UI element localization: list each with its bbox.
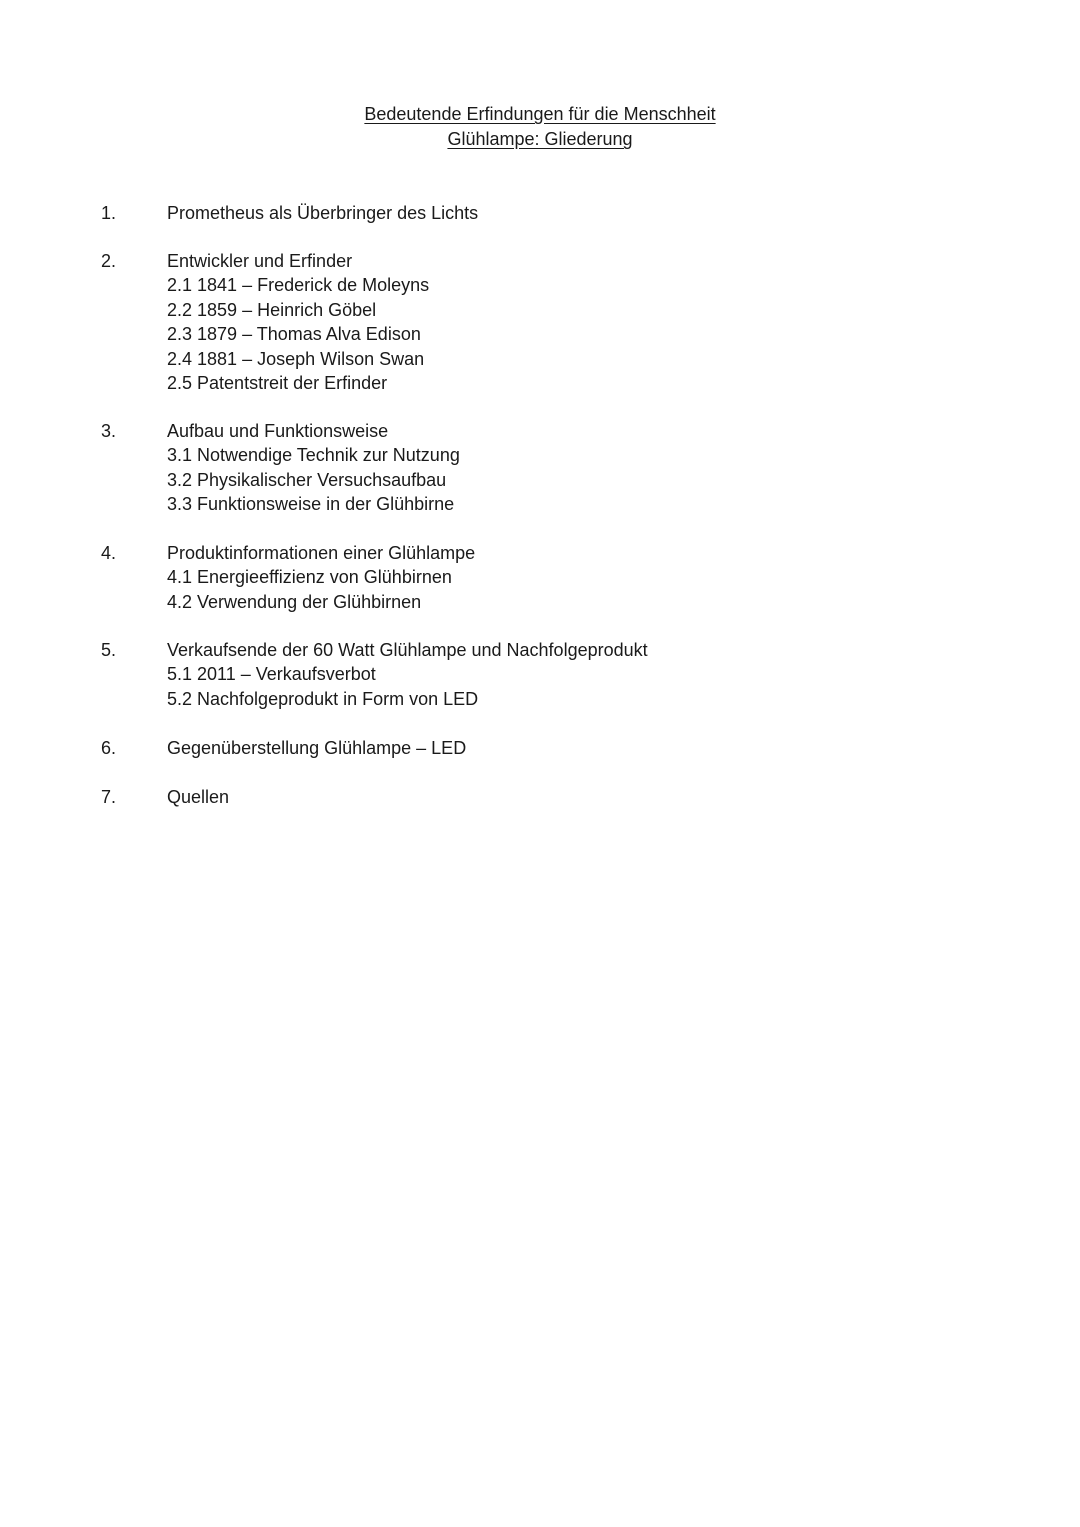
subsection-item: 3.2 Physikalischer Versuchsaufbau	[167, 469, 447, 490]
section-number: 2.	[101, 251, 117, 271]
subsection-item: 3.1 Notwendige Technik zur Nutzung	[167, 445, 460, 466]
subsection-item: 2.2 1859 – Heinrich Göbel	[167, 299, 377, 320]
subsection-item: 2.4 1881 – Joseph Wilson Swan	[167, 348, 425, 369]
section-number: 1.	[101, 203, 117, 223]
section-number: 4.	[101, 543, 117, 563]
section-number: 7.	[101, 787, 117, 807]
section-title: Prometheus als Überbringer des Lichts	[167, 203, 479, 223]
subsection-item: 2.3 1879 – Thomas Alva Edison	[167, 324, 421, 345]
subsection-item: 4.1 Energieeffizienz von Glühbirnen	[167, 567, 452, 588]
section-title: Produktinformationen einer Glühlampe	[167, 543, 476, 563]
subsection-item: 3.3 Funktionsweise in der Glühbirne	[167, 494, 455, 515]
document-subtitle: Glühlampe: Gliederung	[447, 129, 633, 149]
subsection-item: 2.5 Patentstreit der Erfinder	[167, 373, 388, 394]
subsection-item: 2.1 1841 – Frederick de Moleyns	[167, 275, 430, 296]
section-title: Quellen	[167, 787, 230, 807]
subsection-item: 5.1 2011 – Verkaufsverbot	[167, 664, 376, 685]
subsection-item: 4.2 Verwendung der Glühbirnen	[167, 591, 422, 612]
section-title: Verkaufsende der 60 Watt Glühlampe und Nachfolgeprodukt	[167, 640, 648, 660]
subsection-item: 5.2 Nachfolgeprodukt in Form von LED	[167, 688, 479, 709]
section-number: 6.	[101, 738, 117, 758]
section-number: 3.	[101, 421, 117, 441]
section-title: Aufbau und Funktionsweise	[167, 421, 389, 441]
section-number: 5.	[101, 640, 117, 660]
section-title: Entwickler und Erfinder	[167, 251, 353, 271]
section-title: Gegenüberstellung Glühlampe – LED	[167, 738, 467, 758]
document-title: Bedeutende Erfindungen für die Menschheit	[364, 104, 716, 124]
